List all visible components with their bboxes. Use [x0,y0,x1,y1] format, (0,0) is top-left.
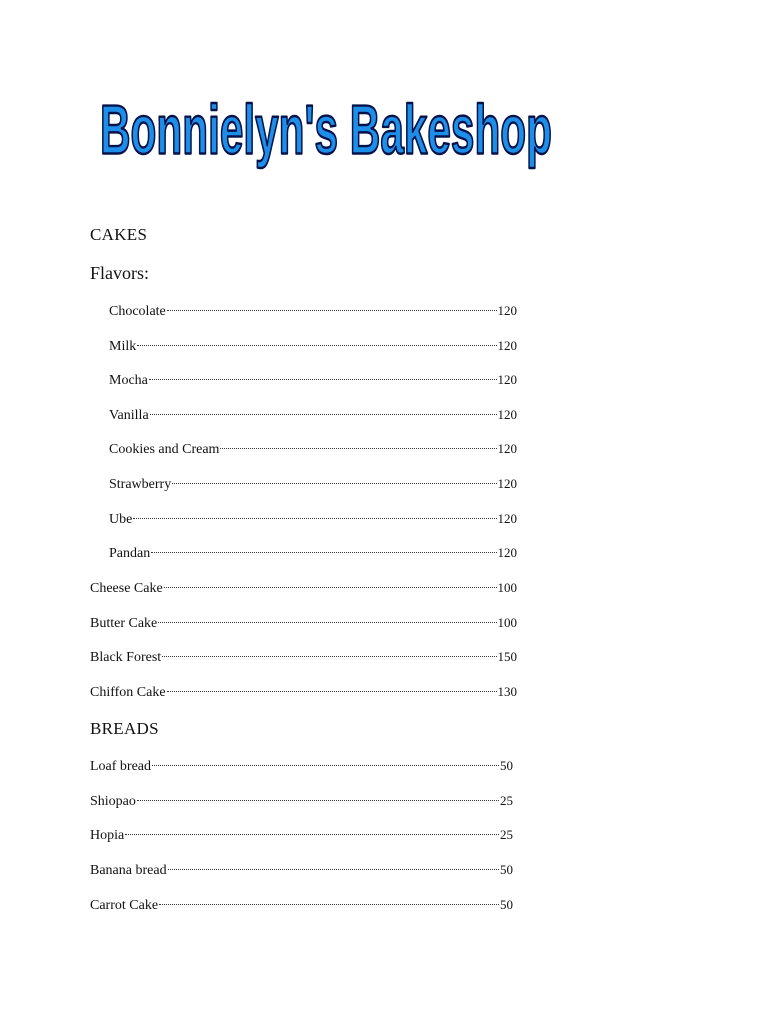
menu-item [90,862,513,880]
item-name: Loaf bread [90,759,152,774]
item-price: 25 [500,827,513,842]
dot-leader [220,448,496,449]
item-price: 50 [500,758,513,773]
page-title: Bonnielyn's Bakeshop [100,90,552,169]
menu-item [90,827,513,845]
item-name: Chocolate [109,304,166,319]
menu-item [90,615,517,633]
cakes-heading: CAKES [90,225,148,244]
item-price: 100 [497,580,517,595]
item-price: 50 [500,862,513,877]
item-name: Cheese Cake [90,581,163,596]
dot-leader [159,904,499,905]
item-price: 50 [500,897,513,912]
dot-leader [151,552,496,553]
item-name: Chiffon Cake [90,685,166,700]
title-wordart [96,84,566,184]
item-name: Black Forest [90,650,162,665]
menu-item [90,580,517,598]
breads-heading: BREADS [90,719,159,738]
item-name: Milk [109,339,137,354]
item-name: Strawberry [109,477,172,492]
dot-leader [164,587,497,588]
menu-item [109,511,517,529]
item-name: Cookies and Cream [109,442,220,457]
item-name: Hopia [90,828,125,843]
item-price: 120 [497,372,517,387]
item-price: 120 [497,303,517,318]
item-price: 120 [497,545,517,560]
dot-leader [172,483,496,484]
item-price: 120 [497,407,517,422]
menu-item [90,793,513,811]
menu-item [109,407,517,425]
flavors-label: Flavors: [90,263,150,283]
dot-leader [137,345,496,346]
item-name: Banana bread [90,863,167,878]
menu-item [109,476,517,494]
dot-leader [168,869,499,870]
item-name: Carrot Cake [90,898,159,913]
menu-item [90,649,517,667]
menu-item [109,372,517,390]
item-name: Mocha [109,373,148,388]
dot-leader [158,622,496,623]
dot-leader [150,414,497,415]
menu-item [109,545,517,563]
item-name: Butter Cake [90,616,158,631]
item-price: 100 [497,615,517,630]
item-name: Shiopao [90,794,136,809]
dot-leader [152,765,499,766]
dot-leader [133,518,496,519]
menu-item [109,303,517,321]
item-name: Vanilla [109,408,149,423]
menu-item [109,338,517,356]
dot-leader [162,656,496,657]
dot-leader [167,310,497,311]
item-price: 150 [497,649,517,664]
item-price: 120 [497,338,517,353]
dot-leader [125,834,499,835]
menu-item [109,441,517,459]
dot-leader [149,379,497,380]
dot-leader [137,800,499,801]
item-price: 120 [497,476,517,491]
menu-item [90,897,513,915]
item-price: 130 [497,684,517,699]
menu-item [90,758,513,776]
menu-item [90,684,517,702]
item-name: Pandan [109,546,151,561]
item-price: 120 [497,511,517,526]
item-price: 120 [497,441,517,456]
item-price: 25 [500,793,513,808]
item-name: Ube [109,512,133,527]
dot-leader [167,691,497,692]
